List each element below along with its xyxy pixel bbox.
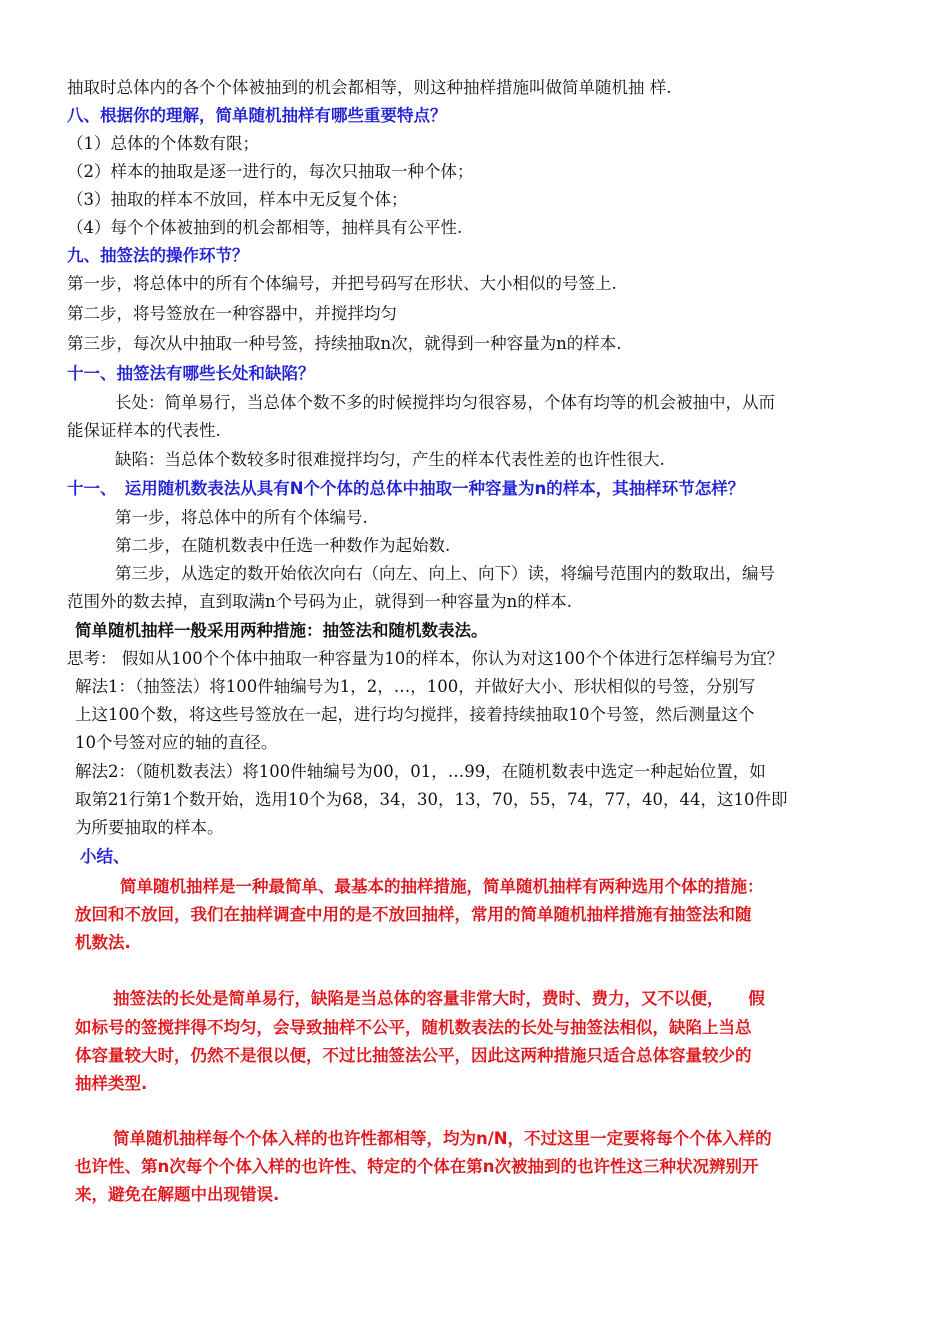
text-line: 能保证样本的代表性. [67,421,221,440]
summary-statement: 简单随机抽样一般采用两种措施：抽签法和随机数表法。 [75,621,488,640]
list-item: （3）抽取的样本不放回，样本中无反复个体； [67,190,408,209]
text-line: 第一步，将总体中的所有个体编号. [115,508,368,527]
text-line: 10个号签对应的轴的直径。 [75,733,278,752]
text-line: 长处：简单易行，当总体个数不多的时候搅拌均匀很容易，个体有均等的机会被抽中，从而 [115,393,775,412]
summary-text: 机数法. [75,933,131,952]
summary-text: 放回和不放回，我们在抽样调查中用的是不放回抽样，常用的简单随机抽样措施有抽签法和随 [75,905,752,924]
text-line: 上这100个数，将这些号签放在一起，进行均匀搅拌，接着持续抽取10个号签，然后测量这个 [75,705,755,724]
text-line: 缺陷：当总体个数较多时很难搅拌均匀，产生的样本代表性差的也许性很大. [115,450,665,469]
list-item: （2）样本的抽取是逐一进行的，每次只抽取一种个体； [67,162,474,181]
section-heading: 十一、抽签法有哪些长处和缺陷？ [67,364,315,383]
text-line: 解法1：（抽签法）将100件轴编号为1，2，…，100，并做好大小、形状相似的号签，分别写 [75,677,756,696]
summary-text: 抽样类型. [75,1074,148,1093]
text-line: 思考： 假如从100个个体中抽取一种容量为10的样本，你认为对这100个个体进行怎样编号为宜？ [67,649,784,668]
list-item: （4）每个个体被抽到的机会都相等，抽样具有公平性. [67,218,463,237]
section-heading: 八、根据你的理解，简单随机抽样有哪些重要特点？ [67,106,447,125]
summary-heading: 小结、 [80,847,130,866]
summary-text: 如标号的签搅拌得不均匀，会导致抽样不公平，随机数表法的长处与抽签法相似，缺陷上当总 [75,1018,752,1037]
summary-text: 体容量较大时，仍然不是很以便，不过比抽签法公平，因此这两种措施只适合总体容量较少的 [75,1046,752,1065]
text-line: 第一步，将总体中的所有个体编号，并把号码写在形状、大小相似的号签上. [67,274,617,293]
text-line: 第二步，在随机数表中任选一种数作为起始数. [115,536,451,555]
text-line: 解法2：（随机数表法）将100件轴编号为00，01，…99，在随机数表中选定一种起始位置，如 [75,762,766,781]
summary-text: 来，避免在解题中出现错误. [75,1185,280,1204]
text-line: 第二步，将号签放在一种容器中，并搅拌均匀 [67,304,397,323]
list-item: （1）总体的个体数有限； [67,134,259,153]
summary-text: 也许性、第n次每个个体入样的也许性、特定的个体在第n次被抽到的也许性这三种状况辨别开 [75,1157,759,1176]
text-line: 取第21行第1个数开始，选用10个为68，34，30，13，70，55，74，77，40，44，这10件即 [75,790,788,809]
summary-text: 抽签法的长处是简单易行，缺陷是当总体的容量非常大时，费时、费力，又不以便， 假 [113,989,765,1008]
text-line: 为所要抽取的样本。 [75,818,224,837]
text-line: 第三步，从选定的数开始依次向右（向左、向上、向下）读，将编号范围内的数取出，编号 [115,564,775,583]
text-line: 范围外的数去掉，直到取满n个号码为止，就得到一种容量为n的样本. [67,592,572,611]
section-heading: 十一、 运用随机数表法从具有N个个体的总体中抽取一种容量为n的样本，其抽样环节怎样？ [67,479,745,498]
summary-text: 简单随机抽样每个个体入样的也许性都相等，均为n/N，不过这里一定要将每个个体入样的 [113,1129,772,1148]
text-line: 第三步，每次从中抽取一种号签，持续抽取n次，就得到一种容量为n的样本. [67,334,622,353]
summary-text: 简单随机抽样是一种最简单、最基本的抽样措施，简单随机抽样有两种选用个体的措施： [120,877,764,896]
text-line: 抽取时总体内的各个个体被抽到的机会都相等，则这种抽样措施叫做简单随机抽 样. [67,78,672,97]
section-heading: 九、抽签法的操作环节？ [67,246,249,265]
